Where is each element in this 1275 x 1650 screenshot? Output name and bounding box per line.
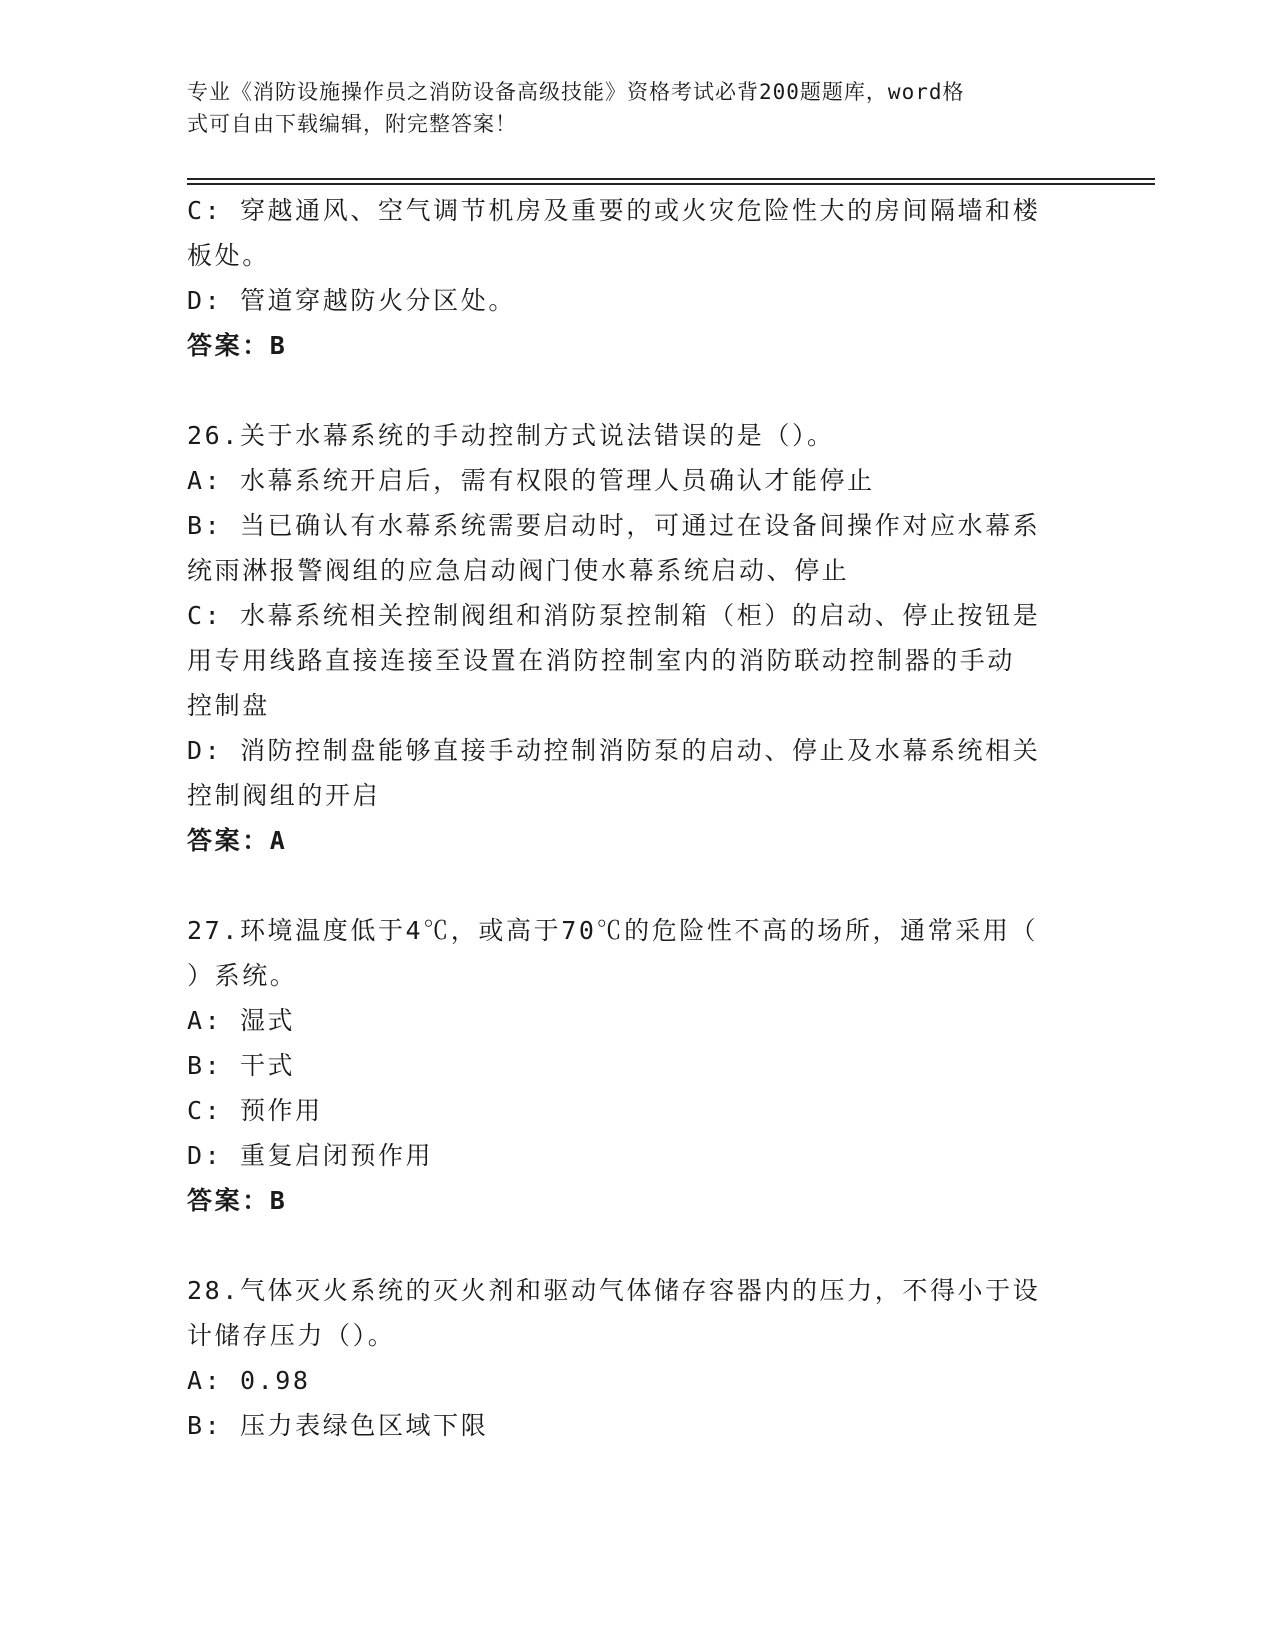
header-divider (187, 178, 1155, 184)
spacer (187, 863, 1087, 908)
option-line: D: 重复启闭预作用 (187, 1141, 434, 1170)
option-line: A: 0.98 (187, 1366, 311, 1395)
answer-line: 答案：B (187, 1186, 288, 1215)
option-line: D: 消防控制盘能够直接手动控制消防泵的启动、停止及水幕系统相关 (187, 736, 1041, 765)
option-line: 板处。 (187, 241, 270, 270)
option-line: 控制阀组的开启 (187, 781, 381, 810)
question-stem: 28.气体灭火系统的灭火剂和驱动气体储存容器内的压力，不得小于设 (187, 1276, 1041, 1305)
question-stem: 26.关于水幕系统的手动控制方式说法错误的是（）。 (187, 421, 835, 450)
option-line: A: 湿式 (187, 1006, 296, 1035)
option-line: C: 水幕系统相关控制阀组和消防泵控制箱（柜）的启动、停止按钮是 (187, 601, 1041, 630)
question-content (187, 188, 1087, 1448)
question-stem: ）系统。 (187, 961, 298, 990)
document-header (187, 76, 1067, 140)
answer-line: 答案：A (187, 826, 288, 855)
option-line: 控制盘 (187, 691, 270, 720)
spacer (187, 368, 1087, 413)
question-stem: 计储存压力（）。 (187, 1321, 396, 1350)
option-line: B: 压力表绿色区域下限 (187, 1411, 489, 1440)
header-line-1: 专业《消防设施操作员之消防设备高级技能》资格考试必背200题题库，word格 (187, 80, 965, 104)
answer-line: 答案：B (187, 331, 288, 360)
option-line: 统雨淋报警阀组的应急启动阀门使水幕系统启动、停止 (187, 556, 850, 585)
option-line: B: 干式 (187, 1051, 296, 1080)
option-line: B: 当已确认有水幕系统需要启动时，可通过在设备间操作对应水幕系 (187, 511, 1041, 540)
spacer (187, 1223, 1087, 1268)
option-line: 用专用线路直接连接至设置在消防控制室内的消防联动控制器的手动 (187, 646, 1016, 675)
question-stem: 27.环境温度低于4℃，或高于70℃的危险性不高的场所，通常采用（ (187, 916, 1039, 945)
option-line: C: 预作用 (187, 1096, 323, 1125)
header-line-2: 式可自由下载编辑，附完整答案！ (187, 112, 517, 136)
option-line: A: 水幕系统开启后，需有权限的管理人员确认才能停止 (187, 466, 875, 495)
option-line: D: 管道穿越防火分区处。 (187, 286, 516, 315)
option-line: C: 穿越通风、空气调节机房及重要的或火灾危险性大的房间隔墙和楼 (187, 196, 1041, 225)
